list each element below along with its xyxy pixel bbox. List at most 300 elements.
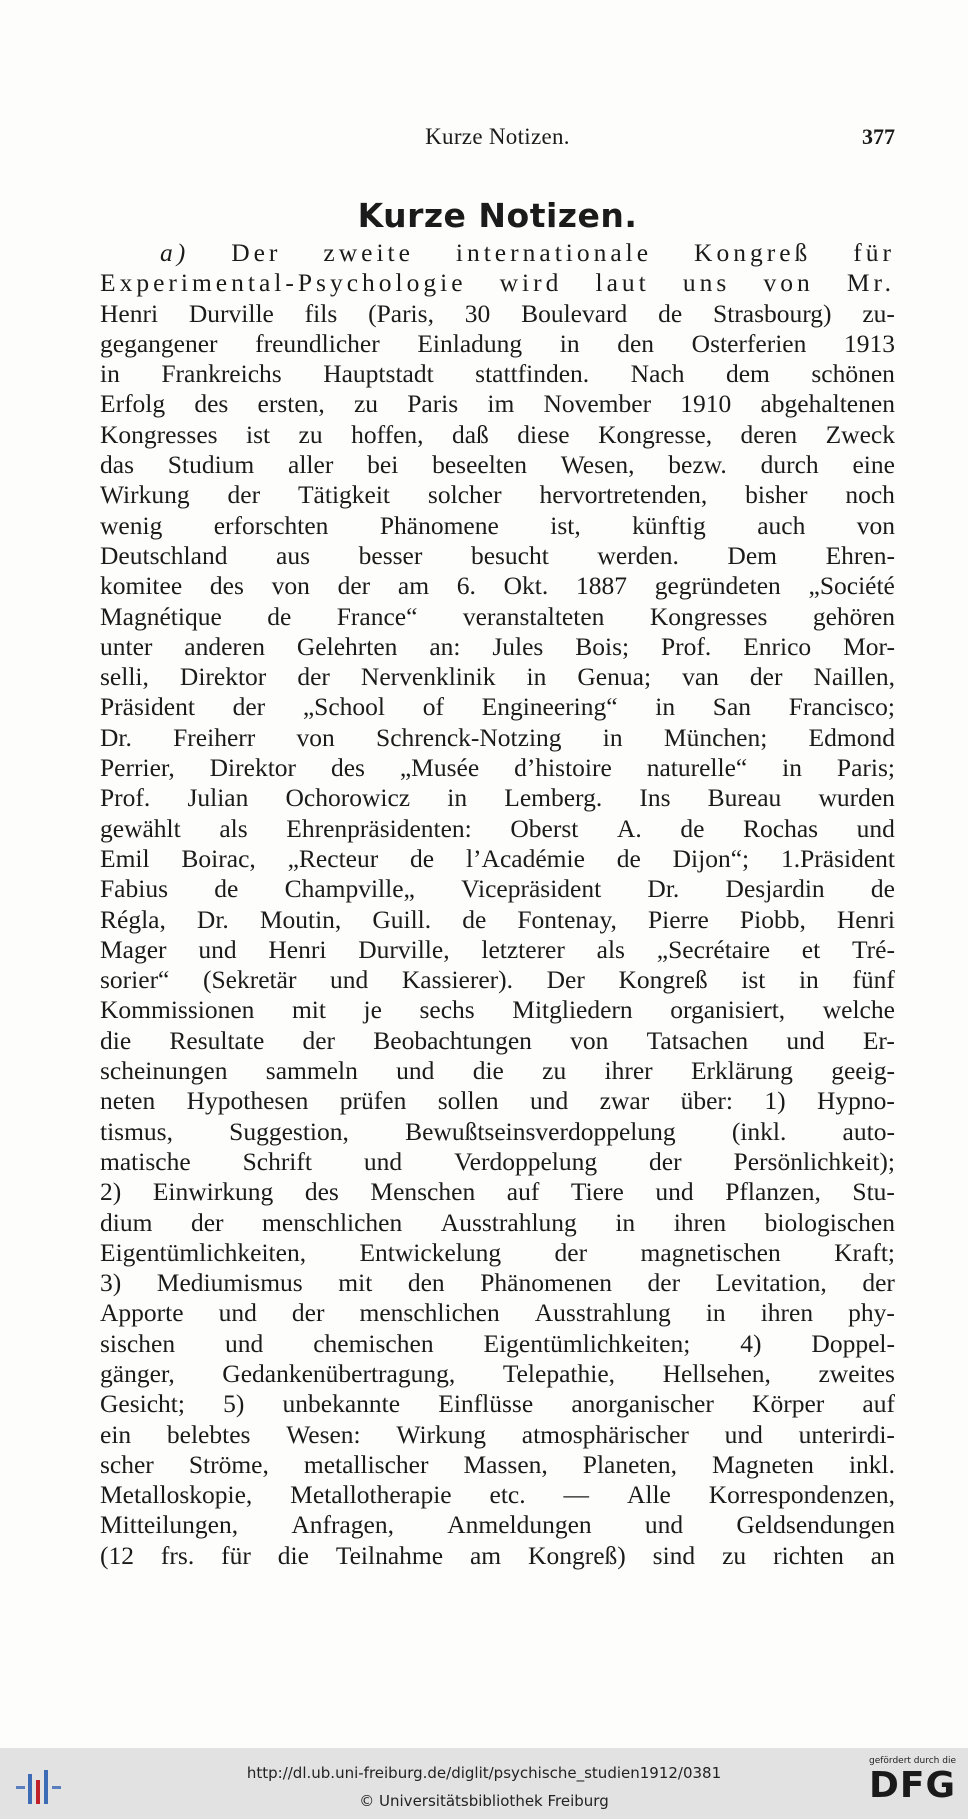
word: ist [246,419,271,449]
word: Régla, [100,904,166,934]
word: Verdoppelung [454,1146,598,1176]
word: Direktor [179,662,267,692]
word: (Sekretär [202,965,297,995]
word: Tatsachen [646,1025,749,1055]
word: France“ [336,601,418,631]
word: Phänomene [379,510,499,540]
word: sischen [100,1328,176,1358]
word: zweites [818,1358,895,1388]
word: Kassierer). [401,965,514,995]
word: unterirdi- [798,1419,895,1449]
word: Henri [268,934,327,964]
word: Frankreichs [161,359,282,389]
text-line [100,1177,895,1207]
word: selli, [100,662,149,692]
word: letzterer [481,934,565,964]
word: bisher [745,480,808,510]
word: Emil [100,843,150,873]
word: in [615,1207,636,1237]
word: und [330,965,369,995]
word: werden. [597,540,679,570]
word: der [232,692,266,722]
word: Ochorowicz [285,783,411,813]
word: diese [517,419,570,449]
text-line [100,1480,895,1510]
word: Erklärung [690,1056,793,1086]
sponsor-block [846,1756,956,1806]
text-line [100,541,895,571]
word: je [363,995,382,1025]
word: bei [367,450,399,480]
word: uns [682,268,731,298]
word: gehören [812,601,895,631]
word: 6. [456,571,476,601]
word: der [649,1146,682,1176]
word: „Recteur [287,843,379,873]
word: laut [595,268,650,298]
text-line [100,602,895,632]
word: in [526,662,547,692]
word: Einwirkung [152,1177,274,1207]
text-line [100,662,895,692]
word: zu- [862,298,895,328]
word: wird [499,268,563,298]
word: Metallotherapie [290,1480,452,1510]
word: of [422,692,444,722]
word: Dem [727,540,777,570]
word: (Paris, [368,298,434,328]
word: wenig [100,510,163,540]
word: Wesen, [560,450,635,480]
word: die [100,1025,132,1055]
word: d’histoire [514,753,612,783]
word: Gedankenübertragung, [222,1358,456,1388]
word: de [658,298,683,328]
text-line [100,1420,895,1450]
word: Dijon“; [672,843,750,873]
word: scher [100,1449,154,1479]
word: Mitteilungen, [100,1510,239,1540]
word: beseelten [432,450,527,480]
word: 1913 [843,328,895,358]
word: zu [298,419,323,449]
word: Doppel- [811,1328,895,1358]
word: (12 [100,1540,134,1570]
word: anderen [184,631,265,661]
word: 1) [764,1086,786,1116]
word: erforschten [213,510,329,540]
word: gegründeten [654,571,781,601]
word: internationale [455,238,653,267]
text-line [100,935,895,965]
word: Julian [187,783,249,813]
word: November [543,389,652,419]
word: in [447,783,468,813]
word: Paris [407,389,459,419]
text-line [100,359,895,389]
word: Tätigkeit [297,480,391,510]
word: inkl. [848,1449,895,1479]
word: de [616,843,641,873]
word: „School [302,692,385,722]
word: Genua; [577,662,652,692]
text-line [100,1450,895,1480]
word: und [724,1419,763,1449]
word: Experimental-Psychologie [100,268,467,298]
word: ihren [673,1207,727,1237]
word: Anmeldungen [447,1510,592,1540]
text-line [100,1541,895,1571]
word: Henri [100,298,159,328]
word: biologischen [764,1207,895,1237]
word: in [602,722,623,752]
word: Piobb, [739,904,806,934]
word: Kongreß) [528,1540,626,1570]
text-line [100,1359,895,1389]
word: und [363,1146,403,1176]
word: organisiert, [670,995,786,1025]
word: gänger, [100,1358,175,1388]
text-line [100,965,895,995]
word: Naillen, [813,662,895,692]
word: bezw. [668,450,727,480]
word: Lemberg. [504,783,603,813]
word: besser [358,540,423,570]
word: aller [288,450,334,480]
word: eine [852,450,895,480]
word: Körper [752,1389,825,1419]
dfg-logo: DFG [868,1765,956,1806]
word: Kongresse, [598,419,713,449]
text-line [100,1298,895,1328]
word: und [644,1510,684,1540]
word: Kommissionen [100,995,255,1025]
word: der [297,662,330,692]
word: Prof. [661,631,712,661]
word: dem [725,359,770,389]
text-line [100,1117,895,1147]
word: unbekannte [282,1389,401,1419]
word: phy- [848,1298,895,1328]
word: und [856,813,895,843]
word: in [705,1298,726,1328]
word: Boulevard [521,298,628,328]
word: am [469,1540,502,1570]
word: Apporte [100,1298,184,1328]
word: gegangener [100,328,218,358]
word: Ausstrahlung [440,1207,577,1237]
word: der [554,1237,588,1267]
word: gewählt [100,813,181,843]
text-line [100,511,895,541]
word: menschlichen [359,1298,500,1328]
word: 4) [740,1328,762,1358]
word: der [227,480,261,510]
word: a) [160,238,190,267]
word: des [194,389,229,419]
word: der [862,1268,895,1298]
text-line [100,1510,895,1540]
text-line [100,905,895,935]
word: Korrespondenzen, [708,1480,895,1510]
word: Beobachtungen [373,1025,532,1055]
text-line [100,874,895,904]
word: Wirkung [396,1419,487,1449]
word: atmosphärischer [521,1419,689,1449]
word: anorganischer [571,1389,714,1419]
word: künftig [632,510,706,540]
word: Entwickelung [359,1237,502,1267]
word: zweite [323,238,414,267]
word: Ehren- [825,540,895,570]
word: schönen [811,359,895,389]
text-line [100,1147,895,1177]
word: und [218,1298,257,1328]
word: Tiere [570,1177,624,1207]
word: der [302,1025,336,1055]
word: prüfen [339,1086,407,1116]
article-body [100,238,895,1571]
word: fünf [852,965,895,995]
text-line [100,571,895,601]
word: Ehrenpräsidenten: [286,813,472,843]
text-line [100,450,895,480]
word: neten [100,1086,156,1116]
sponsor-note: gefördert durch die [869,1756,956,1766]
word: Mitgliedern [512,995,633,1025]
text-line [100,753,895,783]
word: Durville, [358,934,450,964]
word: Ins [639,783,671,813]
word: Resultate [169,1025,265,1055]
word: deren [740,419,798,449]
word: Fabius [100,874,169,904]
word: naturelle“ [646,753,748,783]
word: Teilnahme [335,1540,444,1570]
word: Stu- [852,1177,895,1207]
word: mit [338,1268,373,1298]
word: (inkl. [731,1116,787,1146]
text-line [100,814,895,844]
word: Der [546,965,585,995]
word: scheinungen [100,1056,228,1086]
word: für [853,238,895,267]
word: Rochas [743,813,819,843]
word: frs. [160,1540,195,1570]
word: Hellsehen, [662,1358,771,1388]
word: Guill. [372,904,432,934]
text-line [100,1086,895,1116]
word: Anfragen, [291,1510,394,1540]
word: Einflüsse [438,1389,534,1419]
footer-copyright: © Universitätsbibliothek Freiburg [359,1792,609,1810]
word: Mager [100,934,167,964]
word: Pflanzen, [725,1177,821,1207]
word: in [798,965,819,995]
word: Erfolg [100,389,166,419]
word: und [530,1086,569,1116]
word: daß [451,419,489,449]
word: A. [616,813,642,843]
word: geeig- [831,1056,895,1086]
word: der [337,571,371,601]
word: 1887 [576,571,627,601]
word: aus [276,540,311,570]
word: San [712,692,752,722]
word: solcher [427,480,502,510]
word: Zweck [825,419,895,449]
word: Hypno- [816,1086,895,1116]
word: 5) [223,1389,245,1419]
word: sammeln [265,1056,358,1086]
word: komitee [100,571,183,601]
word: und [198,934,237,964]
word: Hypothesen [186,1086,309,1116]
word: noch [845,480,895,510]
word: Henri [836,904,895,934]
word: etc. [489,1480,526,1510]
word: Tré- [851,934,895,964]
word: in [559,328,580,358]
footer-bar [0,1748,968,1819]
word: Paris; [836,753,895,783]
word: Mediumismus [156,1268,303,1298]
text-line [100,480,895,510]
word: des [304,1177,339,1207]
word: Magneten [711,1449,814,1479]
word: Gesicht; [100,1389,185,1419]
word: Gelehrten [296,631,398,661]
word: ein [100,1419,132,1449]
word: Dr. [196,904,229,934]
word: durch [760,450,819,480]
word: sechs [419,995,475,1025]
word: Eigentümlichkeiten; [483,1328,691,1358]
word: auch [757,510,806,540]
page-number: 377 [862,124,895,149]
word: den [617,328,655,358]
word: „Société [808,571,895,601]
word: abgehaltenen [760,389,895,419]
word: ist, [550,510,581,540]
word: Metalloskopie, [100,1480,253,1510]
word: auto- [842,1116,895,1146]
word: freundlicher [255,328,380,358]
word: Mor- [843,631,895,661]
word: ersten, [257,389,325,419]
word: fils [304,298,338,328]
word: Planeten, [582,1449,677,1479]
word: Engineering“ [481,692,618,722]
word: Oberst [510,813,579,843]
text-line [100,632,895,662]
word: Levitation, [715,1268,827,1298]
word: Einladung [417,328,523,358]
word: sorier“ [100,965,170,995]
text-line [100,1329,895,1359]
word: Suggestion, [229,1116,349,1146]
word: Wesen: [286,1419,361,1449]
word: de [410,843,435,873]
text-line [100,268,895,298]
word: Bewußtseinsverdoppelung [405,1116,676,1146]
word: Menschen [370,1177,476,1207]
word: für [221,1540,251,1570]
text-line [100,1238,895,1268]
word: ihrer [604,1056,653,1086]
word: Telepathie, [502,1358,616,1388]
word: Dr. [647,874,680,904]
word: und [786,1025,825,1055]
text-line [100,1268,895,1298]
word: Eigentümlichkeiten, [100,1237,307,1267]
word: richten [773,1540,844,1570]
text-line [100,1056,895,1086]
word: der [291,1298,325,1328]
word: stattfinden. [475,359,590,389]
word: 1.Präsident [780,843,895,873]
word: Kongresses [649,601,768,631]
word: als [596,934,625,964]
word: Er- [862,1025,895,1055]
text-line [100,783,895,813]
text-line [100,723,895,753]
text-line [100,692,895,722]
word: auf [506,1177,540,1207]
text-line [100,995,895,1025]
word: des [330,753,365,783]
text-line [100,238,895,268]
word: Moutin, [259,904,342,934]
word: Massen, [463,1449,548,1479]
word: Der [231,238,282,267]
word: hoffen, [351,419,424,449]
word: — [563,1480,590,1510]
word: über: [680,1086,733,1116]
word: Kongreß [618,965,708,995]
word: Desjardin [725,874,825,904]
word: zu [353,389,379,419]
word: in [655,692,676,722]
word: Direktor [209,753,297,783]
word: Boirac, [181,843,256,873]
word: und [396,1056,435,1086]
word: Freiherr [173,722,256,752]
word: Okt. [503,571,549,601]
word: und [225,1328,264,1358]
word: Mr. [846,268,895,298]
word: wurden [818,783,895,813]
word: Magnétique [100,601,222,631]
word: die [277,1540,309,1570]
word: Osterferien [691,328,807,358]
word: von [296,722,335,752]
word: Dr. [100,722,132,752]
word: der [749,662,783,692]
word: Nervenklinik [360,662,496,692]
footer-url-link[interactable]: http://dl.ub.uni-freiburg.de/diglit/psychische_studien1912/0381 [246,1764,722,1782]
word: von [763,268,814,298]
word: München; [663,722,768,752]
word: de [214,874,239,904]
text-line [100,420,895,450]
word: zwar [599,1086,650,1116]
word: Prof. [100,783,151,813]
word: Kraft; [834,1237,895,1267]
word: belebtes [166,1419,251,1449]
word: Strasbourg) [713,298,832,328]
word: hervortretenden, [539,480,708,510]
